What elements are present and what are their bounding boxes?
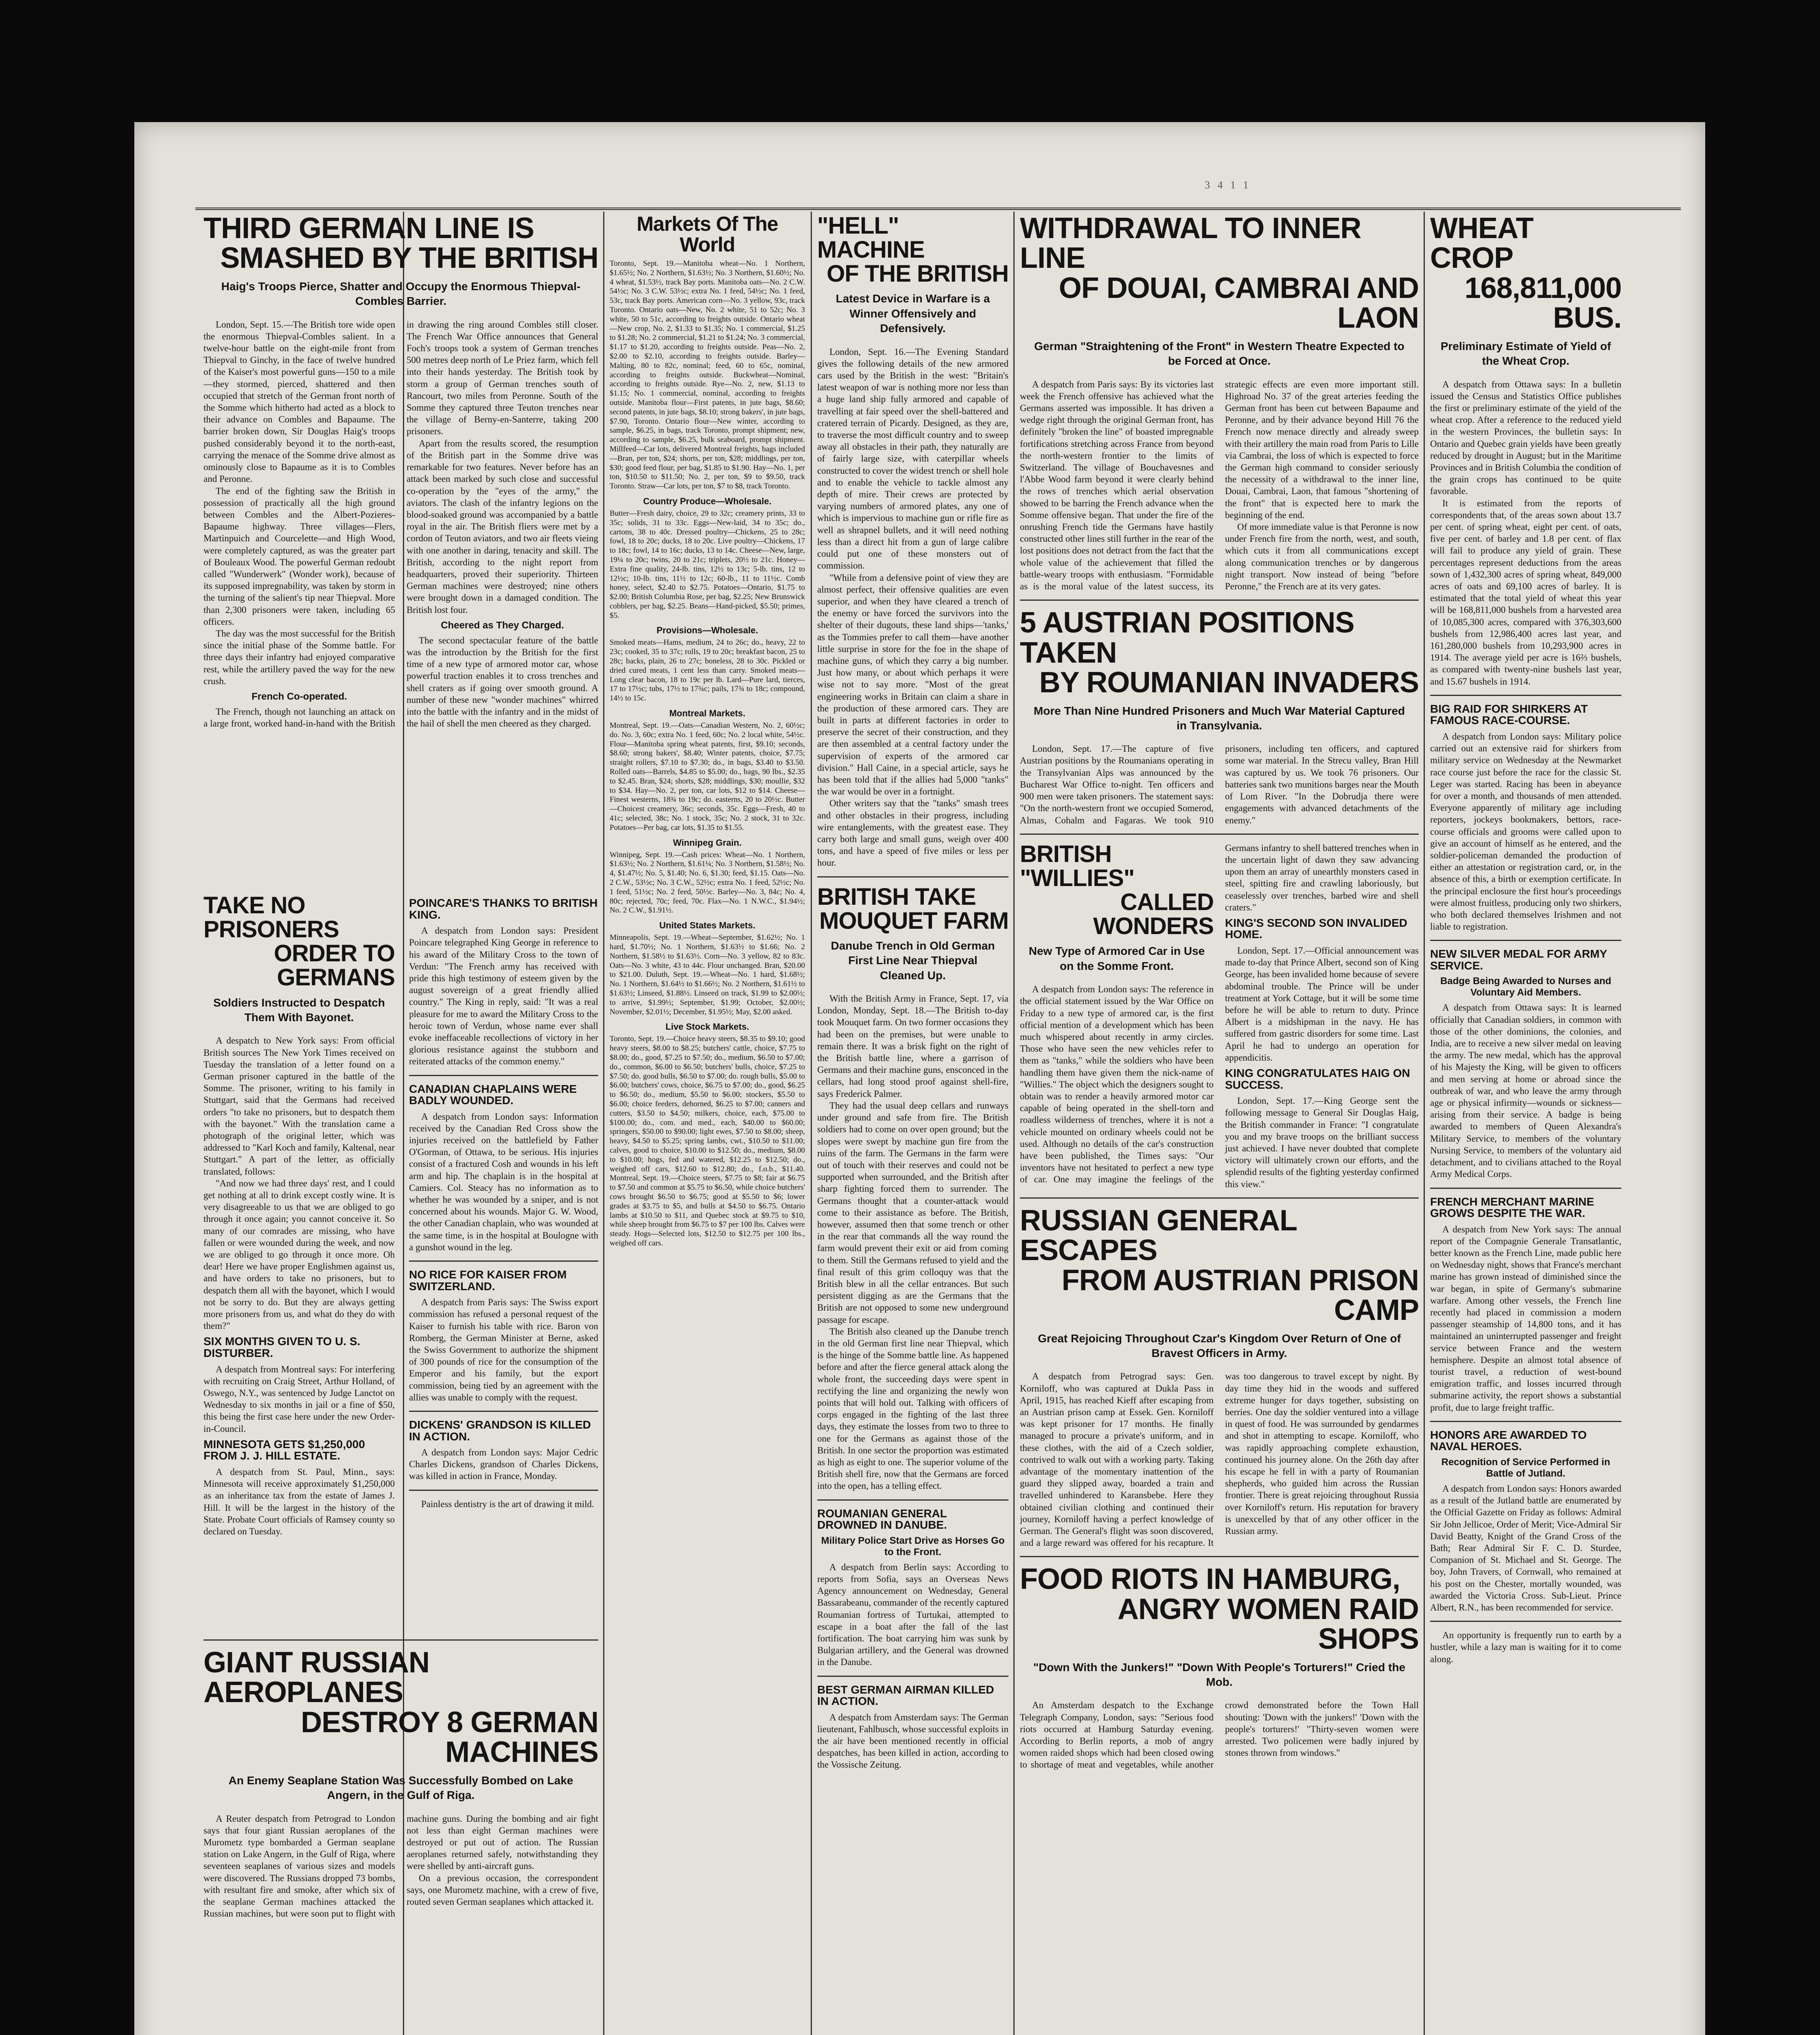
page-stamp: 3 4 1 1 bbox=[1205, 179, 1251, 191]
column-six: WHEAT CROP 168,811,000 BUS. Preliminary Estimate of Yield of the Wheat Crop. A despatch from Ottawa says: In a bulletin issued the Census and Statistics Office publishes the first or preliminary estimate of the yield of the wheat crop. After a reference to the reduced yield in the western Provinces, the bulletin says: In Ontario and Quebec grain yields have been greatly reduced by drought in August; but in the Maritime Provinces and in British Columbia the condition of the grain crops has continued to be quite favorable. It is estimated from the reports of correspondents that, of the areas sown about 13.7 per cent. of spring wheat, eight per cent. of oats, five per cent. of barley and 1.8 per cent. of flax will fail to produce any yield of grain. These percentages represent deductions from the areas sown of 1,432,300 acres of spring wheat, 849,000 acres of oats and 69,100 acres of barley. It is estimated that the total yield of wheat this year will be 168,811,000 bushels from a harvested area of 10,085,300 acres, compared with 376,303,600 bushels from 12,986,400 acres last year, and 161,280,000 bushels from 10,293,900 acres in 1914. The average yield per acre is 16⅔ bushels, as compared with twenty-nine bushels last year, and 15.67 bushels in 1914. BIG RAID FOR SHIRKERS AT FAMOUS RACE-COURSE. A despatch from London says: Military police carried out an extensive raid for shirkers from military service on Wednesday at the Newmarket race course just before the race for the classic St. Leger was started. Racing has been in abeyance for over a month, and thousands of men attended. Everyone apparently of military age including reporters, jockeys bookmakers, bettors, race-course officials and grooms were called upon to give an account of himself as he entered, and the soldier-policeman demanded the production of either an attestation or registration card, or, in the absence of this, a birth or exemption certificate. In the principal enclosure the first hour's proceedings were almost fruitless, producing only two shirkers, who both declared themselves Irishmen and not liable to registration. NEW SILVER MEDAL FOR ARMY SERVICE. Badge Being Awarded to Nurses and Voluntary Aid Members. A despatch from Ottawa says: It is learned officially that Canadian soldiers, in common with those of the other dominions, the colonies, and India, are to receive a new silver medal on leaving the army. The new medal, which has the approval of his Majesty the King, will be given to officers and men serving at home or abroad since the outbreak of war, and who leave the army through age or physical infirmity—wounds or sickness—arising from their service. A badge is being awarded to members of Queen Alexandra's Military Service, to members of the voluntary Nursing Service, to members of the voluntary aid detachment, and to civilians attached to the Royal Army Medical Corps. FRENCH MERCHANT MARINE GROWS DESPITE THE WAR. A despatch from New York says: The annual report of the Compagnie Generale Transatlantic, better known as the French Line, made public here on Wednesday night, shows that France's merchant marine has grown instead of diminished since the war began, in spite of Germany's submarine warfare. Among other vessels, the French line recently had placed in commission a modern passenger steamship of 14,800 tons, and it has maintained an uninterrupted passenger and freight service between France and the western hemisphere. Despite an almost total absence of tourist travel, a reduction of west-bound emigration traffic, and losses incurred through submarine activity, the report shows a substantial profit, due to large freight traffic. HONORS ARE AWARDED TO NAVAL HEROES. Recognition of Service Performed in Battle of Jutland. A despatch from London says: Honors awarded as a result of the Jutland battle are enumerated by the Official Gazette on Friday as follows: Admiral Sir John Jellicoe, Order of Merit; Vice-Admiral Sir David Beatty, Knight of the Grand Cross of the Bath; Rear Admiral Sir F. C. D. Sturdee, Companion of St. Michael and St. George. The boy, John Travers, of Cornwall, who remained at his post on the Chester, mortally wounded, was awarded the Victoria Cross. Sub-Lieut. Prince Albert, R.N., has been recommended for service. An opportunity is frequently run to earth by a hustler, while a lazy man is waiting for it to come along. bbox=[1430, 214, 1621, 2035]
filler: Painless dentistry is the art of drawing it mild. bbox=[421, 1499, 594, 1509]
column-five: WITHDRAWAL TO INNER LINE OF DOUAI, CAMBRAI AND LAON German "Straightening of the Front" in Western Theatre Expected to be Forced at Once. A despatch from Paris says: By its victories last week the French offensive has achieved what the Germans asserted was impossible. It has driven a wedge right through the original German front, has definitely "broken the line" of boasted impregnable fortifications stretching across France from beyond the north-western frontier to the limits of Switzerland. The village of Bouchavesnes and l'Abbe Wood farm beyond it were clearly behind the rows of trenches which aerial observation showed to be barring the French advance when the Somme offensive began. That under the fire of the onrushing French tide the Germans have hastily constructed other lines still further in the rear of the lost positions does not detract from the fact that the whole value of the achievement that filled the battle-weary troops with enthusiasm. "Formidable as is the moral value of the latest success, its strategic effects are even more important still. Highroad No. 37 of the great arteries feeding the German front has been cut between Bapaume and Peronne, and by their advance beyond Hill 76 the French now menace directly and already sweep with their artillery the main road from Paris to Lille via Cambrai, the loss of which is expected to force the German high command to consider seriously the necessity of a withdrawal to the inner line, Douai, Cambrai, Laon, that famous "shortening of the front" that is expected here to mark the beginning of the end. Of more immediate value is that Peronne is now under French fire from the north, west, and south, which cuts it from all communications except along communication trenches or by dangerous night transport. Now instead of being "before Peronne," the French are at its very gates. 5 AUSTRIAN POSITIONS TAKEN BY ROUMANIAN INVADERS More Than Nine Hundred Prisoners and Much War Material Captured in Transylvania. London, Sept. 17.—The capture of five Austrian positions by the Roumanians operating in the Transylvanian Alps was announced by the Bucharest War Office to-night. Ten officers and 900 men were taken prisoners. The statement says: "On the north-western front we occupied Somerod, Almas, Cohalm and Fagaras. We took 910 prisoners, including ten officers, and captured some war material. In the Strecu valley, Bran Hill was captured by us. We took 76 prisoners. Our batteries sank two munitions barges near the Mouth of Lom River. "In the Dobrudja there were engagements with advanced detachments of the enemy." BRITISH "WILLIES" CALLED WONDERS New Type of Armored Car in Use on the Somme Front. A despatch from London says: The reference in the official statement issued by the War Office on Friday to a new type of armored car, is the first official mention of a development which has been much whispered about recently in army circles. Those who have seen the new vehicles refer to them as "tanks," while the soldiers who have been handling them have given them the nick-name of "Willies." The object which the designers sought to obtain was to render a heavily armored motor car capable of being operated in the shell-torn and roadless wilderness of trenches, where it is not a vehicle mounted on ordinary wheels could not be used. Although no details of the car's construction have been published, the Times says: "Our inventors have not hesitated to perfect a new type of car. One may imagine the feelings of the Germans infantry to shell battered trenches when in the uncertain light of dawn they saw advancing upon them an array of unearthly monsters cased in steel, spitting fire and crawling laboriously, but ceaselessly over trenches, barbed wire and shell craters." KING'S SECOND SON INVALIDED HOME. London, Sept. 17.—Official announcement was made to-day that Prince Albert, second son of King George, has been invalided home because of severe abdominal trouble. The Prince will be under treatment at York Cottage, but it will be some time before he will be able to return to duty. Prince Albert is a midshipman in the navy. He has suffered from gastric disorders for some time. Last April he had to undergo an operation for appendicitis. KING CONGRATULATES HAIG ON SUCCESS. London, Sept. 17.—King George sent the following message to General Sir Douglas Haig, the British commander in France: "I congratulate you and my brave troops on the brilliant success just achieved. I have never doubted that complete victory will ultimately crown our efforts, and the splendid results of the fighting yesterday confirmed this view." RUSSIAN GENERAL ESCAPES FROM AUSTRIAN PRISON CAMP Great Rejoicing Throughout Czar's Kingdom Over Return of One of Bravest Officers in Army. A despatch from Petrograd says: Gen. Korniloff, who was captured at Dukla Pass in April, 1915, has reached Kieff after escaping from an Austrian prison camp at Essek. Gen. Korniloff was kept prisoner for 17 months. He finally managed to procure a private's uniform, and in these clothes, with the aid of a Czech soldier, contrived to walk out with a working party. Taking advantage of the momentary inattention of the guard they slipped away, boarded a train and travelled unhindered to Karansbebe. Here they obtained civilian clothing and continued their journey, Korniloff having a perfect knowledge of German. The General's flight was soon discovered, and a large reward was offered for his recapture. It was too dangerous to travel except by night. By day time they hid in the woods and suffered extreme hunger for days together, subsisting on berries. One day the soldier ventured into a village in quest of food. He was surrounded by gendarmes and shot in attempting to escape. Korniloff, who was rapidly approaching complete exhaustion, continued his journey alone. On the 26th day after his escape he fell in with a party of Roumanian shepherds, who guided him across the Russian frontier. There is great rejoicing throughout Russia over Korniloff's return. His reputation for bravery is unexcelled by that of any other officer in the Russian army. FOOD RIOTS IN HAMBURG, ANGRY WOMEN RAID SHOPS "Down With the Junkers!" "Down With People's Torturers!" Cried the Mob. An Amsterdam despatch to the Exchange Telegraph Company, London, says: "Serious food riots occurred at Hamburg Saturday evening. According to Berlin reports, a mob of angry women raided shops which had been closed owing to shortage of meat and vegetables, while another crowd demonstrated before the Town Hall shouting: 'Down with the junkers!' 'Down with the people's torturers!' "Thirty-seven women were arrested. Two policemen were badly injured by stones thrown from windows." bbox=[1020, 214, 1419, 1770]
column-four: "HELL" MACHINE OF THE BRITISH Latest Device in Warfare is a Winner Offensively and Defensively. London, Sept. 16.—The Evening Standard gives the following details of the new armored cars used by the British in the west: "Britain's latest weapon of war is nothing more nor less than a huge land ship fully armored and capable of travelling at fair speed over the shell-battered and cratered terrain of Picardy. Designed, as they are, to traverse the most difficult country and to sweep away all obstacles in their path, they naturally are of fairly large size, with caterpillar wheels constructed to cover the widest trench or shell hole and to enable the vehicle to tackle almost any depth of mire. Their crews are protected by varying numbers of armored plates, any one of which is impervious to machine gun or rifle fire as well as shrapnel bullets, and it will need nothing less than a direct hit from a gun of large calibre could put one of these monsters out of commission. "While from a defensive point of view they are almost perfect, their offensive qualities are even superior, and when they have cleared a trench of the enemy or have forced the survivors into the shelter of their dugouts, these land ships—'tanks,' as the Tommies prefer to call them—have another little surprise in store for the foe in the shape of machine guns, of which they carry a big number. Just how many, or about which perhaps it were wise not to say more. "Most of the great engineering works in Britain can claim a share in the production of these armored cars. They are built in parts at different factories in order to preserve the secret of their construction, and they are then assembled at a central factory under the supervision of experts of the armored car division." Hall Caine, in a special article, says he has been told that if the allies had 5,000 "tanks" the war would be over in a fortnight. Other writers say that the "tanks" smash trees and other obstacles in their progress, including wire entanglements, with the greatest ease. They carry both large and small guns, weigh over 400 tons, and have a speed of five miles or less per hour. BRITISH TAKE MOUQUET FARM Danube Trench in Old German First Line Near Thiepval Cleaned Up. With the British Army in France, Sept. 17, via London, Monday, Sept. 18.—The British to-day took Mouquet farm. On two former occasions they had been on the premises, but were unable to remain there. It was a brisk fight on the right of the British battle line, where a garrison of Germans and their machine guns, ensconced in the cellars, had long stood proof against shell-fire, says Frederick Palmer. They had the usual deep cellars and runways under ground and safe from fire. The British soldiers had to come on over open ground; but the slopes were swept by machine gun fire from the ruins of the farm. The Germans in the farm were out of touch with their reserves and could not be supported when surrounded, and the British after sharp fighting forced them to surrender. The Germans thought that a counter-attack would come to their assistance as before. The British, however, assumed then that some trench or other in the rear that commands all the way round the farm would prevent their exit or aid from coming to them. Still the Germans refused to yield and the final result of this grim colloquy was that the British blew in all the cellar entrances. But such persistent digging as are the Germans that the British are not opposed to some new underground passage for escape. The British also cleaned up the Danube trench in the old German first line near Thiepval, which is the hinge of the Somme battle line. As happened before and after the fierce general attack along the whole front, the succeeding days were spent in rectifying the line and organizing the newly won points that will hold out. Talking with officers of corps engaged in the fighting of the last three days, they estimate the losses from two to three to one for the Germans as against those of the British. In one sector the proportion was estimated as high as eight to one. The superior volume of the British shell fire, now that the Germans are forced into the open, has a telling effect. ROUMANIAN GENERAL DROWNED IN DANUBE. Military Police Start Drive as Horses Go to the Front. A despatch from Berlin says: According to reports from Sofia, says an Overseas News Agency announcement on Wednesday, General Bassarabeanu, commander of the recently captured Roumanian fortress of Turtukai, attempted to escape in a boat after the fall of the last fortification. The boat carrying him was sunk by Bulgarian artillery, and the General was drowned in the Danube. BEST GERMAN AIRMAN KILLED IN ACTION. A despatch from Amsterdam says: The German lieutenant, Fahlbusch, whose successful exploits in the air have been mentioned recently in official despatches, has been killed in action, according to the Vossische Zeitung. bbox=[817, 214, 1008, 1770]
newspaper-page bbox=[134, 122, 1705, 2035]
brief-title: POINCARE'S THANKS TO BRITISH KING. bbox=[409, 897, 598, 921]
briefs-column: POINCARE'S THANKS TO BRITISH KING. A despatch from London says: President Poincare telegraphed King George in reference to his award of the Military Cross to the town of Verdun: "The French army has received with pride this high testimony of esteem given by the august sovereign of a great friendly allied country." The King in reply, said: "It was a real pleasure for me to award the Military Cross to the heroic town of Verdun, whose name ever shall evoke ineffaceable recollections of victory in her glorious resistance against the stubborn and reiterated attacks of the common enemy." CANADIAN CHAPLAINS WERE BADLY WOUNDED. A despatch from London says: Information received by the Canadian Red Cross show the injuries received on the battlefield by Father O'Gorman, of Ottawa, to be serious. His injuries consist of a fractured Cosh and wounds in his left arm and hip. The chaplain is in the hospital at Camiers. Col. Steacy has no information as to whether he was wounded by a sniper, and is not concerned about his wounds. Major G. W. Wood, the other Canadian chaplain, who was wounded at the same time, is in the hospital at Boulogne with a gunshot wound in the leg. NO RICE FOR KAISER FROM SWITZERLAND. A despatch from Paris says: The Swiss export commission has refused a personal request of the Kaiser to furnish his table with rice. Baron von Romberg, the German Minister at Berne, asked the Swiss Government to authorize the shipment of 300 pounds of rice for the consumption of the Emperor and his family, but the export commission, being tied by an agreement with the allies was unable to comply with the request. DICKENS' GRANDSON IS KILLED IN ACTION. A despatch from London says: Major Cedric Charles Dickens, grandson of Charles Dickens, was killed in action in France, Monday. Painless dentistry is the art of drawing it mild. bbox=[409, 893, 598, 1626]
headline: BRITISH "WILLIES" CALLED WONDERS bbox=[1020, 840, 1214, 940]
headline: THIRD GERMAN LINE IS SMASHED BY THE BRITISH bbox=[203, 214, 598, 275]
headline: "HELL" MACHINE OF THE BRITISH bbox=[817, 214, 1008, 287]
column-rule bbox=[603, 212, 604, 2035]
brief-title: DICKENS' GRANDSON IS KILLED IN ACTION. bbox=[409, 1418, 591, 1443]
brief-title: SIX MONTHS GIVEN TO U. S. DISTURBER. bbox=[203, 1335, 361, 1360]
filler: An opportunity is frequently run to earth by a hustler, while a lazy man is waiting for it to come along. bbox=[1430, 1630, 1621, 1664]
article-body: London, Sept. 15.—The British tore wide open the enormous Thiepval-Combles salient. In a twelve-hour battle on the eight-mile front from Thiepval to Ginchy, in the face of twelve hundred of the Kaiser's most powerful guns—150 to a mile—they stormed, pierced, shattered and then occupied that stretch of the German front north of the Somme which hitherto had acted as a block to their advance on Combles and Bapaume. The barrier broken down, Sir Douglas Haig's troops pushed considerably beyond it to the north-east, carrying the menace of the Somme drive almost as ominously close to Bapaume as it is to Combles and Peronne. The end of the fighting saw the British in possession of practically all the high ground between Combles and the Albert-Pozieres-Bapaume highway. Three villages—Flers, Martinpuich and Courcelette—and High Wood, were completely captured, as was the greater part of Bouleaux Wood. The powerful German redoubt called "Wunderwerk" (Wonder work), because of its supposed impregnability, was taken by storm in the turning of the salient's tip near Thiepval. More than 2,300 prisoners were taken, including 65 officers. The day was the most successful for the British since the initial phase of the Somme battle. For three days their infantry had enjoyed comparative rest, while the artillery paved the way for the new crush. French Co-operated. The French, though not launching an attack on a large front, worked hand-in-hand with the British in drawing the ring around Combles still closer. The French War Office announces that General Foch's troops took a system of German trenches 500 metres deep north of Le Priez farm, which fell into their hands yesterday. The British took by storm a group of German trenches south of Rancourt, two miles from Peronne. South of the Somme they captured three Teuton trenches near the village of Berny-en-Santerre, taking 200 prisoners. Apart from the results scored, the resumption of the British part in the Somme drive was remarkable for two features. Never before has an attack been marked by such close and successful co-operation by the "eyes of the army," the aviators. The clash of the infantry legions on the blood-soaked ground was accompanied by a battle royal in the air. The British fliers were met by a cordon of Teuton aviators, and two air fleets vieing with one another in daring, tenacity and skill. The British, according to the night report from headquarters, proved their superiority. Thirteen German machines were destroyed; nine others were brought down in a damaged condition. The British lost four. Cheered as They Charged. The second spectacular feature of the battle was the introduction by the British for the first time of a new type of armored motor car, whose powerful traction enables it to cross trenches and shell craters as if going over smooth ground. A number of these new "wonder machines" whirred into the battle with the infantry and in the midst of the hail of shell the men cheered as they charged. bbox=[203, 319, 598, 729]
headline: RUSSIAN GENERAL ESCAPES FROM AUSTRIAN PRISON CAMP bbox=[1020, 1204, 1419, 1327]
headline: 5 AUSTRIAN POSITIONS TAKEN BY ROUMANIAN INVADERS bbox=[1020, 606, 1419, 699]
brief-title: MINNESOTA GETS $1,250,000 FROM J. J. HILL ESTATE. bbox=[203, 1438, 365, 1462]
brief-title: CANADIAN CHAPLAINS WERE BADLY WOUNDED. bbox=[409, 1082, 577, 1107]
masthead-rule bbox=[195, 208, 1681, 210]
headline: FOOD RIOTS IN HAMBURG, ANGRY WOMEN RAID SHOPS bbox=[1020, 1563, 1419, 1656]
brief-title: NO RICE FOR KAISER FROM SWITZERLAND. bbox=[409, 1268, 567, 1293]
deck: Haig's Troops Pierce, Shatter and Occupy the Enormous Thiepval-Combles Barrier. bbox=[221, 280, 581, 308]
column-rule bbox=[811, 212, 812, 2035]
willies-section: BRITISH "WILLIES" CALLED WONDERS New Type of Armored Car in Use on the Somme Front. A despatch from London says: The reference in the official statement issued by the War Office on Friday to a new type of armored car, is the first official mention of a development which has been much whispered about recently in army circles. Those who have seen the new vehicles refer to them as "tanks," while the soldiers who have been handling them have given them the nick-name of "Willies." The object which the designers sought to obtain was to render a heavily armored motor car capable of being operated in the shell-torn and roadless wilderness of trenches, where it is not a vehicle mounted on ordinary wheels could not be used. Although no details of the car's construction have been published, the Times says: "Our inventors have not hesitated to perfect a new type of car. One may imagine the feelings of the Germans infantry to shell battered trenches when in the uncertain light of dawn they saw advancing upon them an array of unearthly monsters cased in steel, spitting fire and crawling laboriously, but ceaselessly over trenches, barbed wire and shell craters." KING'S SECOND SON INVALIDED HOME. London, Sept. 17.—Official announcement was made to-day that Prince Albert, second son of King George, has been invalided home because of severe abdominal trouble. The Prince will be under treatment at York Cottage, but it will be some time before he will be able to return to duty. Prince Albert is a midshipman in the navy. He has suffered from gastric disorders for some time. Last April he had to undergo an operation for appendicitis. KING CONGRATULATES HAIG ON SUCCESS. London, Sept. 17.—King George sent the following message to General Sir Douglas Haig, the British commander in France: "I congratulate you and my brave troops on the brilliant success just achieved. I have never doubted that complete victory will ultimately crown our efforts, and the splendid results of the fighting yesterday confirmed this view." bbox=[1020, 840, 1419, 1189]
column-rule bbox=[1424, 212, 1425, 2035]
markets-column: Markets Of The World Toronto, Sept. 19.—Manitoba wheat—No. 1 Northern, $1.65½; No. 2 Northern, $1.63½; No. 3 Northern, $1.60½; No. 4 wheat, $1.53½, track Bay ports. Manitoba oats—No. 2 C.W. 54½c; No. 3 C.W. 53½c; extra No. 1 feed, 54½c; No. 1 feed, 53c, track Bay ports. American corn—No. 3 yellow, 93c, track Toronto. Ontario oats—New, No. 2 white, 51 to 52c; No. 3 white, 50 to 51c, according to freights outside. Ontario wheat—New crop, No. 2, $1.33 to $1.35; No. 1 commercial, $1.25 to $1.28; No. 2 commercial, $1.21 to $1.24; No. 3 commercial, $1.17 to $1.20, according to freights outside. Peas—No. 2, $2.00 to $2.10, according to freights outside. Barley—Malting, 80 to 82c, nominal; feed, 60 to 65c, nominal, according to freights outside. Buckwheat—Nominal, according to freights outside. Rye—No. 2, new, $1.13 to $1.15; No. 1 commercial, nominal, according to freights outside. Manitoba flour—First patents, in jute bags, $8.60; second patents, in jute bags, $8.10; strong bakers', in jute bags, $7.90, Toronto. Ontario flour—New winter, according to sample, $6.25, in bags, track Toronto, prompt shipment; new, according to sample, $6.25, bulk seaboard, prompt shipment. Millfeed—Car lots, delivered Montreal freights, bags included—Bran, per ton, $24; shorts, per ton, $28; middlings, per ton, $30; good feed flour, per bag, $1.85 to $1.90. Hay—No. 1, per ton, $10.50 to $11.50; No. 2, per ton, $9 to $9.50, track Toronto. Straw—Car lots, per ton, $7 to $8, track Toronto. Country Produce—Wholesale. Butter—Fresh dairy, choice, 29 to 32c; creamery prints, 33 to 35c; solids, 31 to 33c. Eggs—New-laid, 34 to 35c; do., cartons, 38 to 40c. Dressed poultry—Chickens, 25 to 28c; fowl, 18 to 20c; ducks, 18 to 20c. Live poultry—Chickens, 17 to 18c; fowl, 14 to 16c; ducks, 13 to 14c. Cheese—New, large, 19¼ to 20c; twins, 20 to 21c; triplets, 20½ to 21c. Honey—Extra fine quality, 24-lb. tins, 12½ to 13c; 5-lb. tins, 12 to 12½c; 10-lb. tins, 11½ to 12c; 60-lb., 11 to 11½c. Comb honey, select, $2.40 to $2.75. Potatoes—Ontario, $1.75 to $2.00; British Columbia Rose, per bag, $2.25; New Brunswick cobblers, per bag, $2.25. Beans—Hand-picked, $5.50; primes, $5. Provisions—Wholesale. Smoked meats—Hams, medium, 24 to 26c; do., heavy, 22 to 23c; cooked, 35 to 37c; rolls, 19 to 20c; breakfast bacon, 25 to 28c; backs, plain, 26 to 27c; boneless, 28 to 30c. Pickled or dried cured meats, 1 cent less than carry. Smoked meats—Long clear bacon, 18 to 19c per lb. Lard—Pure lard, tierces, 17 to 17½c; tubs, 17½ to 17¾c; pails, 17¾ to 18c; compound, 14½ to 15c. Montreal Markets. Montreal, Sept. 19.—Oats—Canadian Western, No. 2, 60½c; do. No. 3, 60c; extra No. 1 feed, 60c; No. 2 local white, 54½c. Flour—Manitoba spring wheat patents, first, $9.10; seconds, $8.60; strong bakers', $8.40; Winter patents, choice, $7.75; straight rollers, $7.10 to $7.30; do., in bags, $3.40 to $3.50. Rolled oats—Barrels, $4.85 to $5.00; do., bags, 90 lbs., $2.35 to $2.45. Bran, $24; shorts, $28; middlings, $30; moullie, $32 to $34. Hay—No. 2, per ton, car lots, $12 to $14. Cheese—Finest westerns, 18¾ to 19c; do. easterns, 20 to 20½c. Butter—Choicest creamery, 36c; seconds, 35c. Eggs—Fresh, 40 to 41c; selected, 38c; No. 1 stock, 35c; No. 2 stock, 31 to 32c. Potatoes—Per bag, car lots, $1.35 to $1.55. Winnipeg Grain. Winnipeg, Sept. 19.—Cash prices: Wheat—No. 1 Northern, $1.63½; No. 2 Northern, $1.61¼; No. 3 Northern, $1.58½; No. 4, $1.47½; No. 5, $1.40; No. 6, $1.30; feed, $1.15. Oats—No. 2 C.W., 53½c; No. 3 C.W., 52½c; extra No. 1 feed, 52½c; No. 1 feed, 51½c; No. 2 feed, 50½c. Barley—No. 3, 84c; No. 4, 80c; rejected, 70c; feed, 70c. Flax—No. 1 N.W.C., $1.94½; No. 2 C.W., $1.91½. United States Markets. Minneapolis, Sept. 19.—Wheat—September, $1.62½; No. 1 hard, $1.70½; No. 1 Northern, $1.63½ to $1.66; No. 2 Northern, $1.58½ to $1.63½. Corn—No. 3 yellow, 82 to 83c. Oats—No. 3 white, 43 to 44c. Flour unchanged. Bran, $20.00 to $21.00. Duluth, Sept. 19.—Wheat—No. 1 hard, $1.68½; No. 1 Northern, $1.64½ to $1.66½; No. 2 Northern, $1.61½ to $1.63½; Linseed, $1.88½. Linseed on track, $1.99 to $2.00½; to arrive, $1.99½; September, $1.99; October, $2.00½; November, $2.01½; December, $1.95½; May, $2.00 asked. Live Stock Markets. Toronto, Sept. 19.—Choice heavy steers, $8.35 to $9.10; good heavy steers, $8.00 to $8.25; butchers' cattle, choice, $7.75 to $8.00; do., good, $7.25 to $7.50; do., medium, $6.50 to $7.00; do., common, $6.00 to $6.50; butchers' bulls, choice, $7.25 to $7.50; do. good bulls, $6.50 to $7.00; do. rough bulls, $5.00 to $6.00; butchers' cows, choice, $6.75 to $7.00; do., good, $6.25 to $6.50; do., medium, $5.50 to $6.00; stockers, $5.50 to $6.00; choice feeders, dehorned, $6.25 to $7.00; canners and cutters, $3.50 to $4.50; milkers, choice, each, $75.00 to $100.00; do., com. and med., each, $40.00 to $60.00; springers, $50.00 to $90.00; light ewes, $7.50 to $8.00; sheep, heavy, $4.50 to $5.25; spring lambs, cwt., $10.50 to $11.00; calves, good to choice, $10.00 to $12.50; do., medium, $8.00 to $10.00; hogs, fed and watered, $12.25 to $12.50; do., weighed off cars, $12.60 to $12.80; do., f.o.b., $11.40. Montreal, Sept. 19.—Choice steers, $7.75 to $8; fair at $6.75 to $7.50 and common at $5.75 to $6.50, while choice butchers' cows brought $6.50 to $6.75; good at $5.50 to $6; lower grades at $3.75 to $5, and bulls at $4.50 to $6.75. Ontario lambs at $10.50 to $11, and Quebec stock at $9.75 to $10, while sheep brought from $6.75 to $7 per 100 lbs. Calves were steady. Hogs—Selected lots, $12.50 to $12.75 per 100 lbs., weighed off cars. bbox=[610, 214, 805, 1247]
column-rule bbox=[1013, 212, 1015, 2035]
lead-story bbox=[203, 214, 598, 889]
deck: An Enemy Seaplane Station Was Successfully Bombed on Lake Angern, in the Gulf of Riga. bbox=[228, 1774, 573, 1802]
headline: BRITISH TAKE MOUQUET FARM bbox=[817, 883, 1008, 934]
aeroplanes-story: GIANT RUSSIAN AEROPLANES DESTROY 8 GERMAN MACHINES An Enemy Seaplane Station Was Successfully Bombed on Lake Angern, in the Gulf of Riga. A Reuter despatch from Petrograd to London says that four giant Russian aeroplanes of the Murometz type bombarded a German seaplane station on Lake Angern, in the Gulf of Riga, where seventeen seaplanes of various sizes and models were discovered. The Russians dropped 73 bombs, with resultant fire and smoke, after which six of the seaplane German machines attacked the Russian machines, but were soon put to flight with machine guns. During the bombing and air fight not less than eight German machines were destroyed or put out of action. The Russian aeroplanes returned safely, notwithstanding they were shelled by anti-aircraft guns. On a previous occasion, the correspondent says, one Murometz machine, with a crew of five, routed seven German seaplanes which attacked it. bbox=[203, 1632, 598, 2035]
headline: TAKE NO PRISONERS ORDER TO GERMANS bbox=[203, 893, 395, 991]
headline: WHEAT CROP 168,811,000 BUS. bbox=[1430, 214, 1621, 335]
headline: WITHDRAWAL TO INNER LINE OF DOUAI, CAMBRAI AND LAON bbox=[1020, 214, 1419, 335]
markets-title: Markets Of The World bbox=[637, 214, 778, 256]
headline: GIANT RUSSIAN AEROPLANES DESTROY 8 GERMAN MACHINES bbox=[203, 1646, 598, 1769]
prisoners-story: TAKE NO PRISONERS ORDER TO GERMANS Soldiers Instructed to Despatch Them With Bayonet. A despatch to New York says: From official British sources The New York Times received on Tuesday the translation of a letter found on a German prisoner captured in the battle of the Somme. The prisoner, writing to his family in Stuttgart, said that the Germans had received orders "to take no prisoners, but to despatch them with the bayonet." With the translation came a photograph of the original letter, which was addressed to "Karl Koch and family, Kaltenal, near Stuttgart." A part of the letter, as officially translated, follows: "And now we had three days' rest, and I could get nothing at all to drink except costly wine. It is very disagreeable to us that we are obliged to go through it once again; you cannot conceive it. So many of our comrades are missing, who have fallen or were wounded during the week, and now we are obliged to go through it once more. Oh dear! Here we have proper Englishmen against us, and have orders to take no prisoners, but to despatch them all with the bayonet, which I would not be sorry to do. But they are always getting more prisoners from us, and what do they do with them?" SIX MONTHS GIVEN TO U. S. DISTURBER. A despatch from Montreal says: For interfering with recruiting on Craig Street, Arthur Holland, of Oswego, N.Y., was sentenced by Judge Lanctot on Wednesday to six months in jail or a fine of $50, this being the first case here under the new Order-in-Council. MINNESOTA GETS $1,250,000 FROM J. J. HILL ESTATE. A despatch from St. Paul, Minn., says: Minnesota will receive approximately $1,250,000 as an inheritance tax from the estate of James J. Hill. It will be the largest in the history of the State. Probate Court officials of Ramsey county so declared on Tuesday. bbox=[203, 893, 395, 1536]
deck: Soldiers Instructed to Despatch Them With Bayonet. bbox=[213, 996, 385, 1024]
